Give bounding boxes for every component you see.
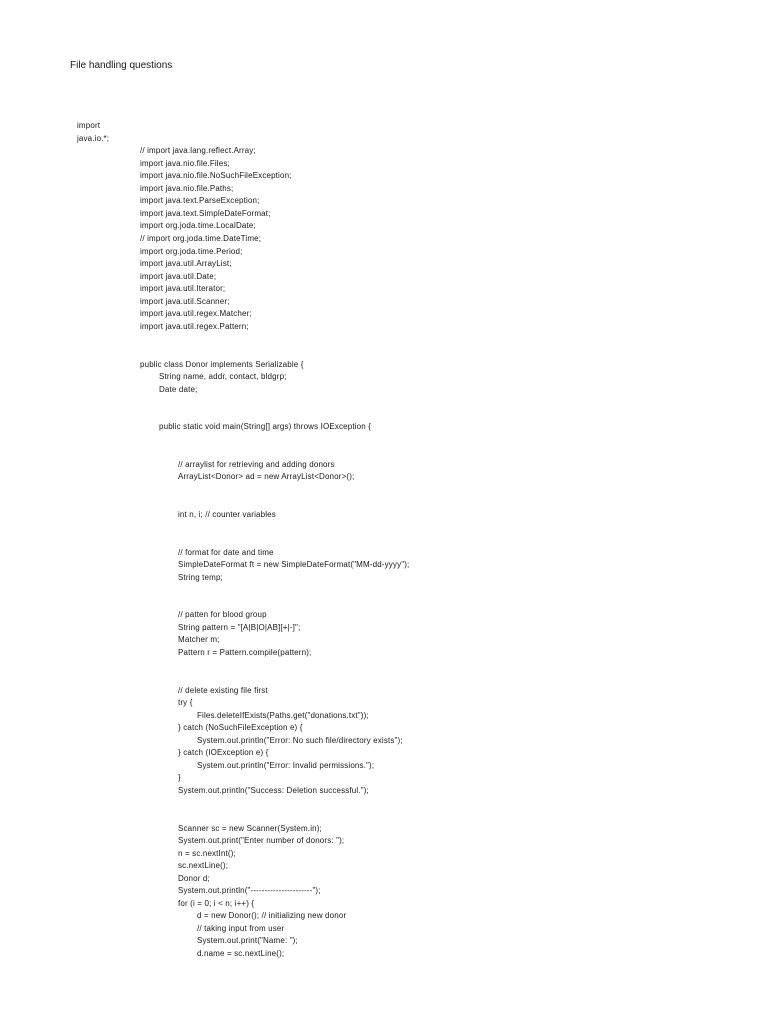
code-line: import org.joda.time.Period; <box>140 247 243 256</box>
code-line: Scanner sc = new Scanner(System.in); <box>178 824 322 833</box>
code-line: // patten for blood group <box>178 610 267 619</box>
code-line: import java.util.regex.Matcher; <box>140 309 252 318</box>
code-line: } catch (IOException e) { <box>178 748 269 757</box>
code-line: // arraylist for retrieving and adding donors <box>178 460 335 469</box>
code-line: Date date; <box>159 385 198 394</box>
code-line: import java.nio.file.Paths; <box>140 184 234 193</box>
code-line: System.out.println("Error: Invalid permissions."); <box>197 761 375 770</box>
code-line: import java.nio.file.NoSuchFileException; <box>140 171 292 180</box>
code-line: public static void main(String[] args) throws IOException { <box>159 422 372 431</box>
code-line: import java.util.ArrayList; <box>140 259 232 268</box>
code-line: import java.text.SimpleDateFormat; <box>140 209 271 218</box>
code-line: Matcher m; <box>178 635 220 644</box>
code-line: n = sc.nextInt(); <box>178 849 236 858</box>
code-line: // format for date and time <box>178 548 274 557</box>
code-line: Pattern r = Pattern.compile(pattern); <box>178 648 312 657</box>
code-line: import org.joda.time.LocalDate; <box>140 221 256 230</box>
code-line: import java.text.ParseException; <box>140 196 260 205</box>
code-line: System.out.print("Enter number of donors: "); <box>178 836 345 845</box>
code-line: } catch (NoSuchFileException e) { <box>178 723 303 732</box>
code-line: System.out.println("Error: No such file/directory exists"); <box>197 736 403 745</box>
code-line: // delete existing file first <box>178 686 268 695</box>
code-line: for (i = 0; i < n; i++) { <box>178 899 255 908</box>
code-line: d = new Donor(); // initializing new donor <box>197 911 347 920</box>
document-title: File handling questions <box>70 60 173 71</box>
code-line: import java.util.regex.Pattern; <box>140 322 249 331</box>
code-line: SimpleDateFormat ft = new SimpleDateFormat("MM-dd-yyyy"); <box>178 560 410 569</box>
code-line: // taking input from user <box>197 924 285 933</box>
code-line: try { <box>178 698 193 707</box>
code-line: String pattern = "[A|B|O|AB][+|-]"; <box>178 623 301 632</box>
code-line: String temp; <box>178 573 223 582</box>
code-line: // import org.joda.time.DateTime; <box>140 234 262 243</box>
code-line: import java.util.Date; <box>140 272 217 281</box>
code-line: sc.nextLine(); <box>178 861 229 870</box>
code-line: import java.util.Scanner; <box>140 297 230 306</box>
code-line: import java.util.Iterator; <box>140 284 226 293</box>
code-line: System.out.println("Success: Deletion successful."); <box>178 786 369 795</box>
code-line: d.name = sc.nextLine(); <box>197 949 285 958</box>
code-line: Donor d; <box>178 874 210 883</box>
code-line: int n, i; // counter variables <box>178 510 276 519</box>
code-line: ArrayList<Donor> ad = new ArrayList<Donor>(); <box>178 472 355 481</box>
code-line: import <box>77 121 101 130</box>
code-line: System.out.print("Name: "); <box>197 936 298 945</box>
code-line: String name, addr, contact, bldgrp; <box>159 372 287 381</box>
code-line: Files.deleteIfExists(Paths.get("donations.txt")); <box>197 711 369 720</box>
code-line: // import java.lang.reflect.Array; <box>140 146 256 155</box>
code-line: } <box>178 773 181 782</box>
code-line: java.io.*; <box>77 134 110 143</box>
code-line: public class Donor implements Serializable { <box>140 360 304 369</box>
code-line: import java.nio.file.Files; <box>140 159 230 168</box>
code-line: System.out.println("----------------------"); <box>178 886 321 895</box>
